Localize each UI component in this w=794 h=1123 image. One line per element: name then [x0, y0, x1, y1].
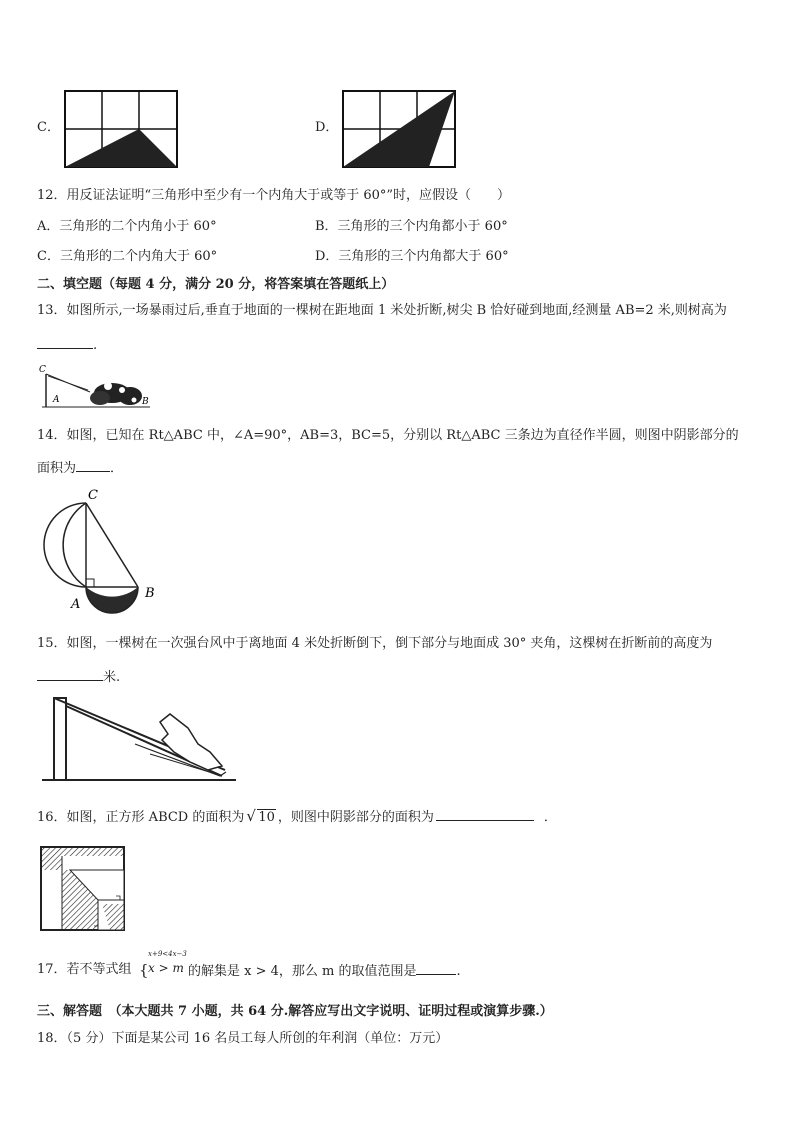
q12-stem: 12．用反证法证明“三角形中至少有一个内角大于或等于 60°”时，应假设（ ）	[37, 188, 511, 203]
q13-answer-line	[37, 336, 97, 354]
q17-system-line1: x+9<4x−3	[148, 950, 187, 958]
q15-line1: 15．如图，一棵树在一次强台风中于离地面 4 米处折断倒下，倒下部分与地面成 30° 夹角，这棵树在折断前的高度为	[37, 636, 713, 651]
q17-system-line2: x > m	[148, 961, 184, 975]
q17-prefix: 17．若不等式组	[37, 962, 132, 977]
q17-answer-blank	[416, 962, 456, 975]
q12-option-a: A．三角形的二个内角小于 60°	[37, 219, 217, 234]
q12-option-b: B．三角形的三个内角都小于 60°	[315, 219, 508, 234]
q17-rest: 的解集是 x > 4，那么 m 的取值范围是 .	[188, 964, 461, 979]
q17-brace: {	[139, 961, 149, 979]
section3-title: 三、解答题 （本大题共 7 小题，共 64 分.解答应写出文字说明、证明过程或演算步骤.）	[37, 1004, 553, 1019]
option-d-grid-figure	[342, 90, 458, 170]
q12-option-d: D．三角形的三个内角都大于 60°	[315, 249, 509, 264]
option-d-label: D．	[315, 120, 339, 135]
q14-semicircles-figure	[38, 485, 163, 615]
q13-answer-blank	[37, 336, 93, 349]
q16-sqrt: √ 10	[246, 807, 275, 825]
q13-stem: 13．如图所示,一场暴雨过后,垂直于地面的一棵树在距地面 1 米处折断,树尖 B 恰好碰到地面,经测量 AB=2 米,则树高为	[37, 303, 727, 318]
q15-answer-blank	[37, 668, 103, 681]
q15-fallen-tree-figure	[40, 692, 240, 784]
q13-tail: .	[93, 338, 98, 353]
q14-answer-blank	[76, 459, 110, 472]
q14-label-a: A	[71, 597, 81, 612]
section2-title: 二、填空题（每题 4 分，满分 20 分，将答案填在答题纸上）	[37, 277, 395, 292]
q15-line2: 米.	[37, 668, 120, 686]
q18-text: 18．（5 分）下面是某公司 16 名员工每人所创的年利润（单位：万元）	[37, 1031, 449, 1046]
q13-label-a: A	[53, 395, 60, 405]
q12-option-c: C．三角形的二个内角大于 60°	[37, 249, 218, 264]
q14-line1: 14．如图，已知在 Rt△ABC 中，∠A=90°，AB=3，BC=5，分别以 Rt△ABC 三条边为直径作半圆，则图中阴影部分的	[37, 428, 739, 443]
q13-label-c: C	[39, 365, 46, 375]
q14-label-c: C	[88, 488, 98, 503]
q16-square-figure	[40, 846, 126, 932]
q14-line2: 面积为 ．	[37, 461, 124, 476]
q13-broken-tree-figure	[38, 362, 158, 410]
option-c-grid-figure	[64, 90, 180, 170]
option-c-label: C．	[37, 120, 60, 135]
q16-answer-blank	[436, 808, 534, 821]
q14-label-b: B	[145, 586, 155, 601]
q13-label-b: B	[142, 397, 149, 407]
q16-text: 16．如图，正方形 ABCD 的面积为 √ 10 ，则图中阴影部分的面积为 ．	[37, 807, 557, 825]
